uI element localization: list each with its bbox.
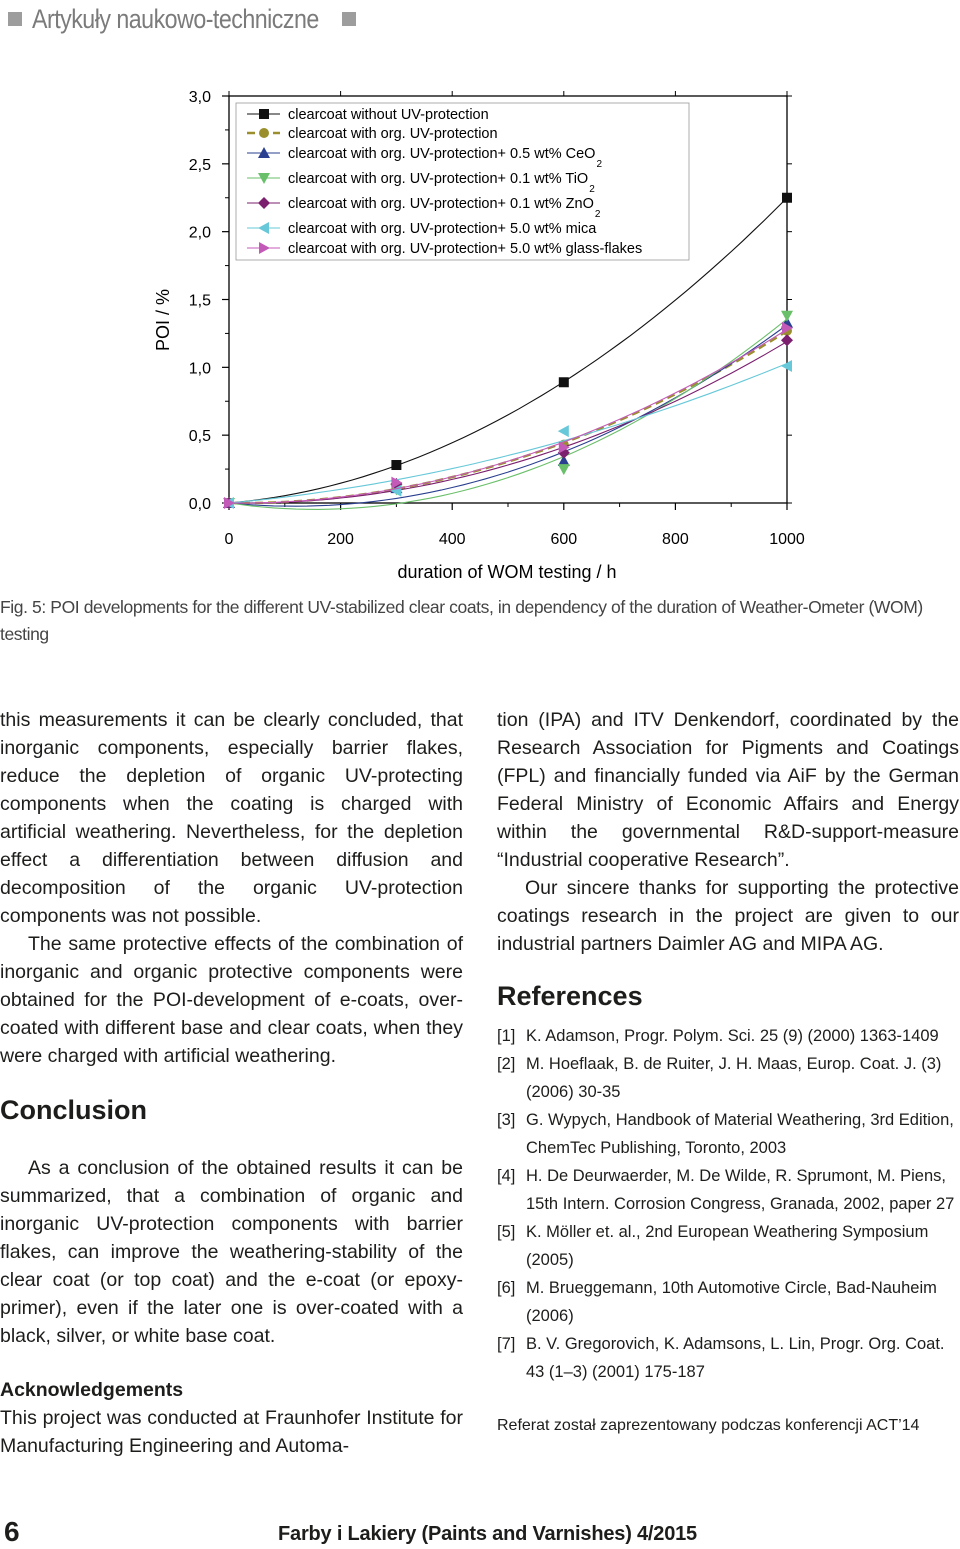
reference-text: G. Wypych, Handbook of Material Weathering, 3rd Edition, ChemTec Publishing, Toronto, 2003 <box>526 1111 954 1157</box>
body-paragraph: tion (IPA) and ITV Denkendorf, coordinated by the Research Association for Pigments and Coatings (FPL) and financially funded via AiF by the German Federal Ministry of Economic Affairs and Energy within the governmental R&D-support-measure “Industrial cooperative Research”. <box>497 709 959 871</box>
reference-item <box>497 1050 959 1106</box>
legend-label: clearcoat with org. UV-protection+ 5.0 wt% mica <box>288 221 597 237</box>
legend-label: clearcoat with org. UV-protection <box>288 126 498 142</box>
poi-chart <box>0 70 960 590</box>
y-tick-label: 2,0 <box>188 224 211 242</box>
conclusion-heading: Conclusion <box>0 1095 147 1125</box>
legend <box>236 103 689 260</box>
reference-text: K. Adamson, Progr. Polym. Sci. 25 (9) (2000) 1363-1409 <box>526 1027 939 1045</box>
marker-square <box>782 193 792 203</box>
y-tick-label: 0,5 <box>188 428 211 446</box>
left-column <box>0 706 463 1460</box>
page-number: 6 <box>4 1516 20 1547</box>
series-5 <box>223 360 792 509</box>
reference-item <box>497 1022 959 1050</box>
reference-number: [4] <box>497 1167 516 1185</box>
header-square-icon <box>8 12 22 26</box>
reference-item <box>497 1330 959 1386</box>
right-column <box>497 706 959 1440</box>
running-header <box>8 4 356 34</box>
conference-note: Referat został zaprezentowany podczas konferencji ACT’14 <box>497 1417 920 1434</box>
x-tick-label: 600 <box>550 531 578 548</box>
x-axis-label: duration of WOM testing / h <box>397 562 617 582</box>
body-paragraph: Our sincere thanks for supporting the protective coatings research in the project are given to our industrial partners Daimler AG and MIPA AG. <box>497 877 959 955</box>
x-tick-label: 200 <box>327 531 354 548</box>
conclusion-paragraph: As a conclusion of the obtained results it can be summarized, that a combination of organic and inorganic UV-protection components with barrier flakes, can improve the weathering-stability of the clear coat (or top coat) and the e-coat (or epoxy-primer), even if the later one is over-coated with a black, silver, or white base coat. <box>0 1157 463 1347</box>
reference-item <box>497 1106 959 1162</box>
reference-list <box>497 1022 959 1386</box>
marker-triangle-down <box>558 464 570 475</box>
section-title: Artykuły naukowo-techniczne <box>32 3 319 34</box>
reference-number: [3] <box>497 1111 516 1129</box>
reference-text: M. Brueggemann, 10th Automotive Circle, Bad-Nauheim (2006) <box>526 1279 937 1325</box>
reference-item <box>497 1274 959 1330</box>
reference-text: K. Möller et. al., 2nd European Weathering Symposium (2005) <box>526 1223 929 1269</box>
y-tick-label: 2,5 <box>188 156 211 174</box>
legend-label: clearcoat with org. UV-protection+ 0.1 wt% TiO <box>288 171 589 187</box>
series-4 <box>223 334 793 509</box>
journal-footer: Farby i Lakiery (Paints and Varnishes) 4/2015 <box>278 1523 697 1545</box>
fit-curve <box>229 325 787 506</box>
series-1 <box>224 326 792 508</box>
fit-curve <box>229 342 787 504</box>
reference-item <box>497 1162 959 1218</box>
acknowledgements-text: This project was conducted at Fraunhofer Institute for Manufacturing Engineering and Automa- <box>0 1407 463 1457</box>
legend-label: clearcoat with org. UV-protection+ 0.5 wt% CeO <box>288 146 596 162</box>
reference-number: [5] <box>497 1223 516 1241</box>
marker-circle <box>259 128 269 138</box>
body-paragraph: this measurements it can be clearly concluded, that inorganic components, especially barrier flakes, reduce the depletion of organic UV-protecting components when the coating is charged with artificial weathering. Nevertheless, for the depletion effect a differentiation between diffusion and decomposition of the organic UV-protection components was not possible. <box>0 709 463 927</box>
reference-number: [7] <box>497 1335 516 1353</box>
reference-number: [2] <box>497 1055 516 1073</box>
reference-text: H. De Deurwaerder, M. De Wilde, R. Sprumont, M. Piens, 15th Intern. Corrosion Congress, Granada, 2002, paper 27 <box>526 1167 955 1213</box>
marker-square <box>391 460 401 470</box>
y-tick-label: 3,0 <box>188 89 211 106</box>
legend-label: clearcoat without UV-protection <box>288 107 489 123</box>
marker-triangle-down <box>781 311 793 322</box>
series-6 <box>224 322 793 509</box>
marker-square <box>259 109 269 119</box>
body-paragraph: The same protective effects of the combination of inorganic and organic protective components were obtained for the POI-development of e-coats, over-coated with different base and clear coats, when they were charged with artificial weathering. <box>0 933 463 1067</box>
x-tick-label: 1000 <box>769 531 805 548</box>
fit-curve <box>229 319 787 509</box>
acknowledgements-heading: Acknowledgements <box>0 1379 184 1401</box>
header-square-icon <box>342 12 356 26</box>
series-2 <box>223 317 793 508</box>
legend-subscript: 2 <box>596 159 603 170</box>
y-tick-label: 1,0 <box>188 360 211 378</box>
legend-subscript: 2 <box>589 184 595 195</box>
legend-label: clearcoat with org. UV-protection+ 0.1 wt% ZnO <box>288 196 594 212</box>
marker-square <box>559 377 569 387</box>
reference-number: [6] <box>497 1279 516 1297</box>
legend-subscript: 2 <box>594 209 601 220</box>
x-tick-label: 800 <box>662 531 689 548</box>
reference-text: M. Hoeflaak, B. de Ruiter, J. H. Maas, Europ. Coat. J. (3) (2006) 30-35 <box>526 1055 942 1101</box>
series-3 <box>223 311 793 510</box>
y-tick-label: 0,0 <box>188 496 211 513</box>
reference-item <box>497 1218 959 1274</box>
legend-label: clearcoat with org. UV-protection+ 5.0 wt% glass-flakes <box>288 241 643 257</box>
references-heading: References <box>497 981 643 1011</box>
marker-triangle-left <box>558 425 569 437</box>
x-tick-label: 0 <box>224 531 234 548</box>
reference-number: [1] <box>497 1027 516 1045</box>
fit-curve <box>229 364 787 504</box>
x-tick-label: 400 <box>438 531 466 548</box>
y-tick-label: 1,5 <box>188 292 211 310</box>
y-axis-label: POI / % <box>153 288 173 352</box>
reference-text: B. V. Gregorovich, K. Adamsons, L. Lin, Progr. Org. Coat. 43 (1–3) (2001) 175-187 <box>526 1335 945 1381</box>
figure-caption: Fig. 5: POI developments for the different UV-stabilized clear coats, in dependency of the duration of Weather-Ometer (WOM) testing <box>0 597 923 644</box>
